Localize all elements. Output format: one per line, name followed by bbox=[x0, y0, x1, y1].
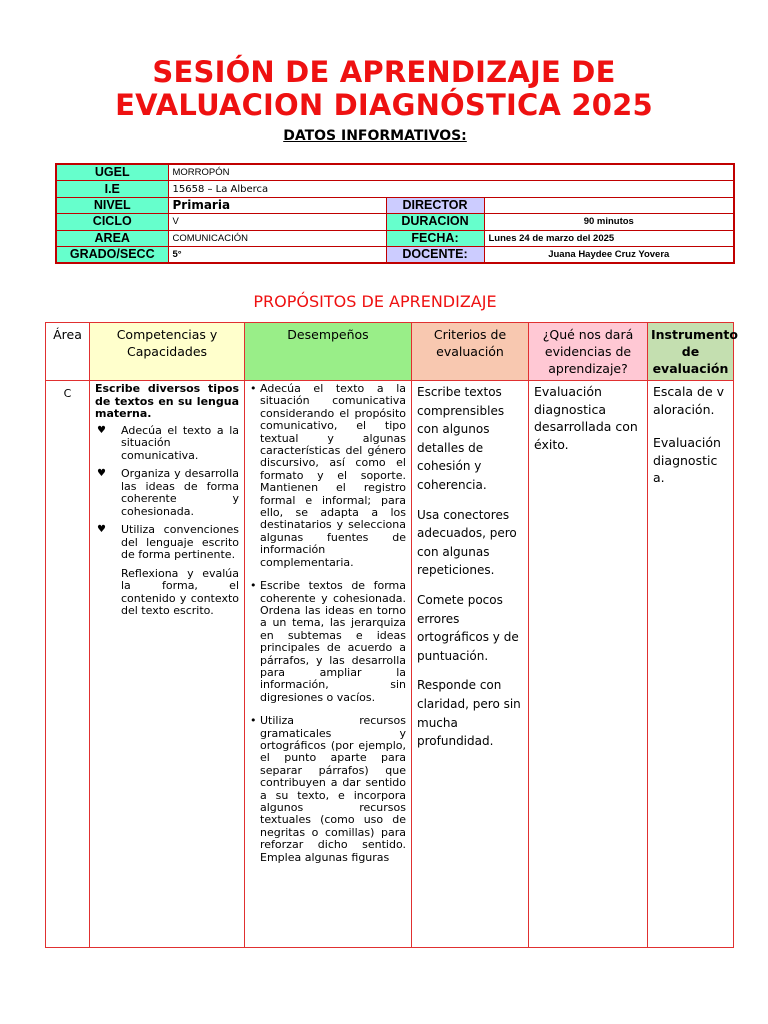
grado-label: GRADO/SECC bbox=[56, 246, 168, 263]
competencia-title: Escribe diversos tipos de textos en su lengua materna. bbox=[95, 382, 239, 420]
duracion-value: 90 minutos bbox=[484, 214, 734, 230]
area-cell: C bbox=[46, 381, 90, 948]
bullet-icon: • bbox=[250, 579, 257, 593]
area-label: AREA bbox=[56, 230, 168, 246]
docente-value: Juana Haydee Cruz Yovera bbox=[484, 246, 734, 263]
ugel-value: MORROPÓN bbox=[168, 164, 734, 181]
title-line-2: EVALUACION DIAGNÓSTICA 2025 bbox=[115, 88, 653, 122]
director-value bbox=[484, 197, 734, 213]
header-desempenos: Desempeños bbox=[245, 323, 412, 381]
document-title bbox=[0, 56, 768, 122]
instrumento-item: Escala de valoración. bbox=[653, 384, 725, 417]
instrumento-item: Evaluación diagnostica. bbox=[653, 435, 721, 486]
header-criterios: Criterios de evaluación bbox=[412, 323, 529, 381]
section-heading-datos: DATOS INFORMATIVOS: bbox=[283, 128, 467, 144]
docente-label: DOCENTE: bbox=[386, 246, 484, 263]
list-item: ♥ Utiliza convenciones del lenguaje escrito de forma pertinente. bbox=[97, 523, 239, 561]
desempenos-cell bbox=[245, 381, 412, 948]
ugel-label: UGEL bbox=[56, 164, 168, 181]
nivel-value: Primaria bbox=[168, 197, 386, 213]
fecha-value: Lunes 24 de marzo del 2025 bbox=[484, 230, 734, 246]
purpose-table bbox=[45, 322, 738, 948]
grado-value: 5° bbox=[168, 246, 386, 263]
list-item: • Adecúa el texto a la situación comunicativa considerando el propósito comunicativo, el tipo textual y algunas características del género discursivo, así como el formato y el soporte. Mantienen el registro formal e informal; para ello, se adapta a los destinatarios y selecciona algunas fuentes de información complementaria. bbox=[250, 382, 406, 569]
evidencias-cell bbox=[529, 381, 648, 948]
ciclo-label: CICLO bbox=[56, 214, 168, 230]
header-area: Área bbox=[46, 323, 90, 381]
duracion-label: DURACION bbox=[386, 214, 484, 230]
desempenos-list bbox=[250, 383, 406, 864]
criterio-item: Escribe textos comprensibles con algunos detalles de cohesión y coherencia. bbox=[417, 385, 505, 492]
header-evidencias: ¿Qué nos dará evidencias de aprendizaje? bbox=[529, 323, 648, 381]
list-item: ♥ Organiza y desarrolla las ideas de forma coherente y cohesionada. bbox=[97, 467, 239, 518]
instrumentos-cell bbox=[648, 381, 734, 948]
competencias-cell bbox=[90, 381, 245, 948]
section-heading-propositos: PROPÓSITOS DE APRENDIZAJE bbox=[253, 292, 497, 311]
nivel-label: NIVEL bbox=[56, 197, 168, 213]
purpose-header-row bbox=[46, 323, 734, 381]
title-line-1: SESIÓN DE APRENDIZAJE DE bbox=[152, 55, 616, 89]
info-row-area bbox=[56, 230, 734, 246]
fecha-label: FECHA: bbox=[386, 230, 484, 246]
header-instrumentos: Instrumento de evaluación bbox=[648, 323, 734, 381]
ciclo-value: V bbox=[168, 214, 386, 230]
heart-bullet-icon: ♥ bbox=[97, 424, 106, 436]
criterio-item: Comete pocos errores ortográficos y de puntuación. bbox=[417, 592, 519, 663]
list-item: ♥ Adecúa el texto a la situación comunicativa. bbox=[97, 423, 239, 462]
info-row-nivel bbox=[56, 197, 734, 213]
capacidad-extra: Reflexiona y evalúa la forma, el contenido y contexto del texto escrito. bbox=[121, 566, 239, 617]
capacidades-list bbox=[95, 425, 239, 562]
purpose-content-row bbox=[46, 381, 734, 948]
area-value: COMUNICACIÓN bbox=[168, 230, 386, 246]
criterios-cell bbox=[412, 381, 529, 948]
ie-value: 15658 – La Alberca bbox=[168, 181, 734, 197]
heart-bullet-icon: ♥ bbox=[97, 524, 106, 535]
bullet-icon: • bbox=[250, 714, 257, 728]
criterio-item: Usa conectores adecuados, pero con algunas repeticiones. bbox=[417, 507, 517, 578]
director-label: DIRECTOR bbox=[386, 197, 484, 213]
bullet-icon: • bbox=[250, 382, 257, 395]
info-row-ciclo bbox=[56, 214, 734, 230]
info-row-grado bbox=[56, 246, 734, 263]
list-item: • Escribe textos de forma coherente y cohesionada. Ordena las ideas en torno a un tema, las jerarquiza en subtemas e ideas principales de acuerdo a párrafos, y las desarrolla para ampliar la información, sin digresiones o vacíos. bbox=[250, 579, 406, 704]
criterio-item: Responde con claridad, pero sin mucha profundidad. bbox=[417, 678, 521, 749]
info-row-ie bbox=[56, 181, 734, 197]
info-table bbox=[55, 163, 735, 264]
ie-label: I.E bbox=[56, 181, 168, 197]
info-row-ugel bbox=[56, 164, 734, 181]
heart-bullet-icon: ♥ bbox=[97, 468, 106, 479]
evidencia-text: Evaluación diagnostica desarrollada con éxito. bbox=[534, 384, 638, 452]
header-competencias: Competencias y Capacidades bbox=[90, 323, 245, 381]
list-item: • Utiliza recursos gramaticales y ortográficos (por ejemplo, el punto aparte para separar párrafos) que contribuyen a dar sentido a su texto, e incorpora algunos recursos textuales (como uso de negritas o comillas) para reforzar dicho sentido. Emplea algunas figuras bbox=[250, 714, 406, 864]
